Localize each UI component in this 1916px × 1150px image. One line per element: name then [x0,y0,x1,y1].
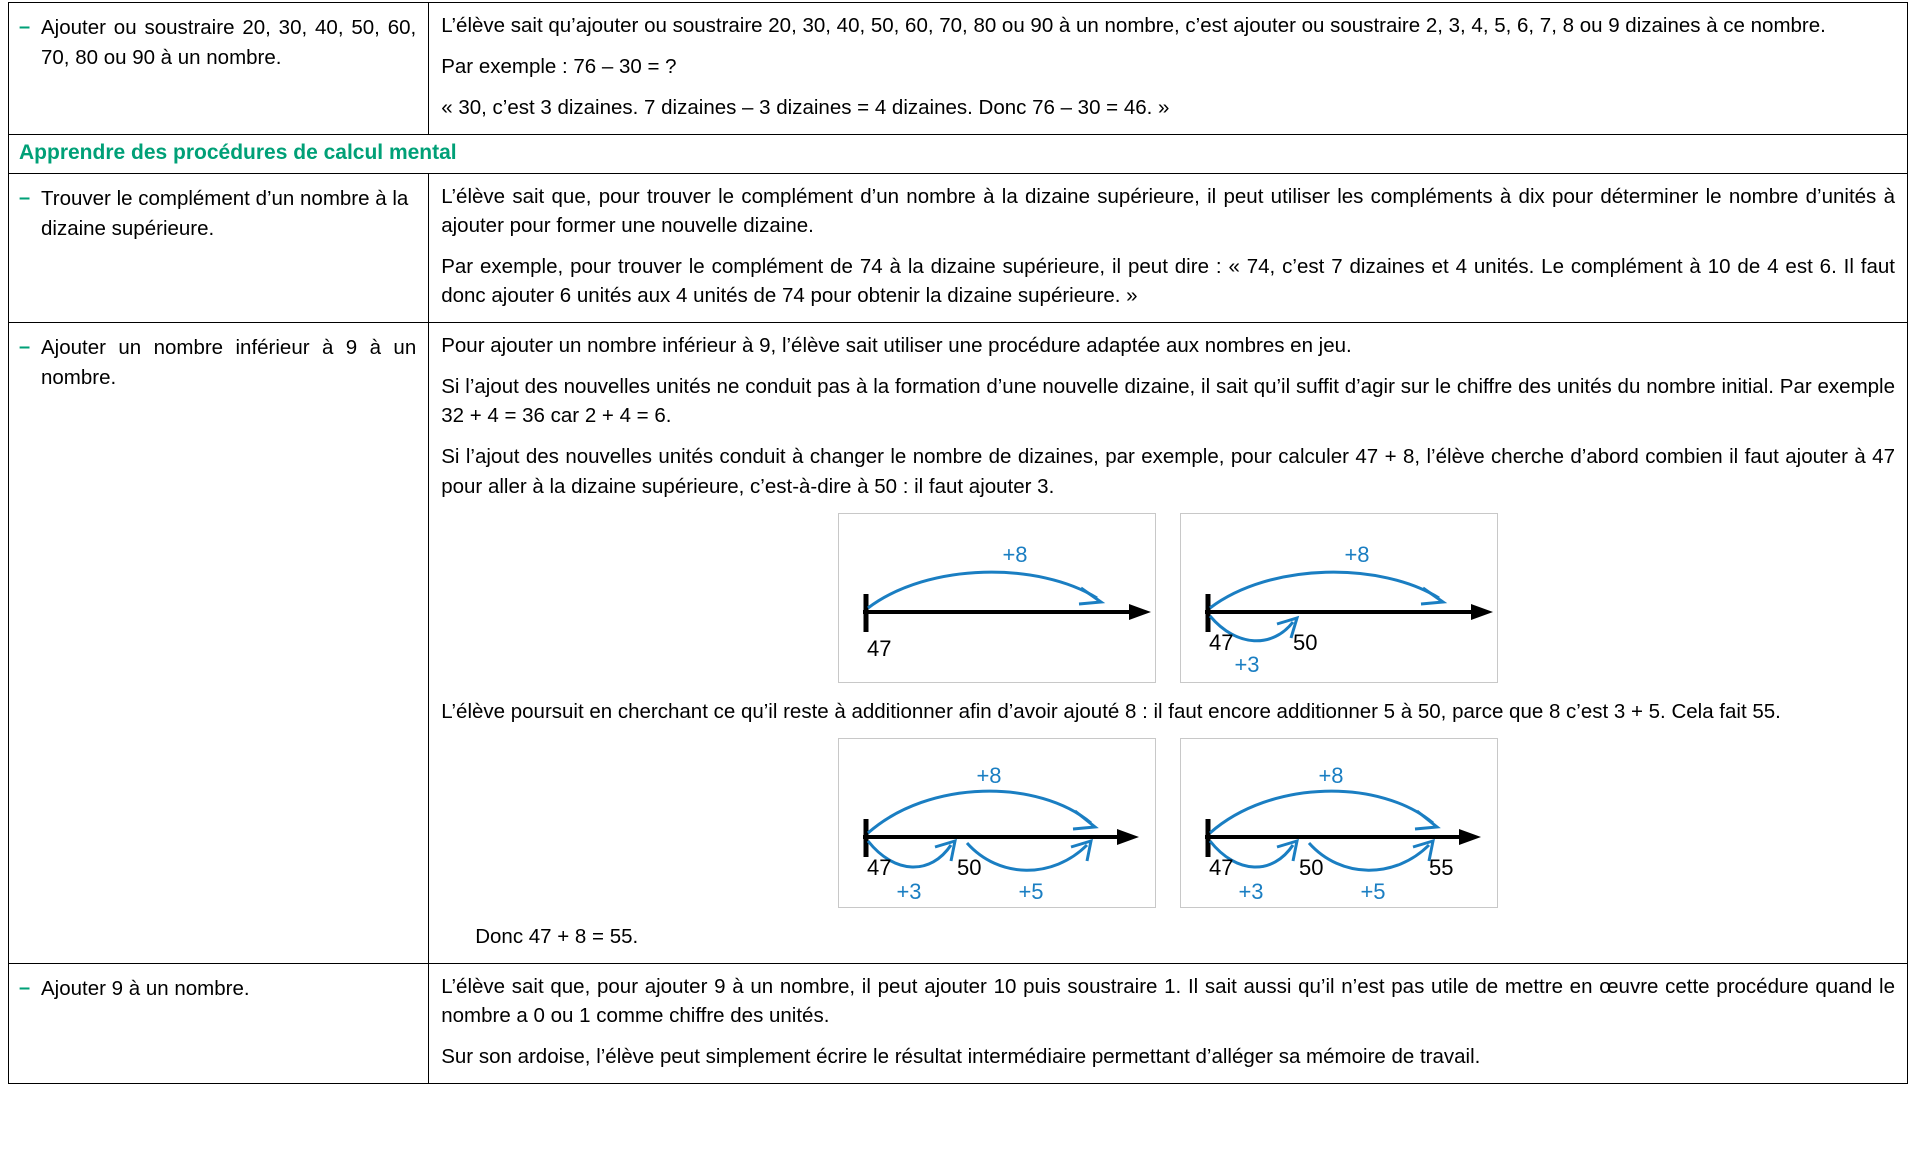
objective-cell [9,173,429,322]
tick-label-50: 50 [957,854,982,880]
axis-arrowhead-icon [1129,604,1151,620]
dash-bullet-icon: – [19,336,31,359]
number-line-svg-3 [839,739,1155,907]
figure-number-line-1 [838,513,1156,683]
arc-label-plus8: +8 [1318,762,1344,788]
figure-number-line-2 [1180,513,1498,683]
description-paragraph: Si l’ajout des nouvelles unités ne conduit pas à la formation d’une nouvelle dizaine, il sait qu’il suffit d’agir sur le chiffre des unités du nombre initial. Par exemple 32 + 4 = 36 car 2 + 4 = 6. [441,375,1895,428]
objective-item [15,184,420,245]
dash-bullet-icon: – [19,976,31,999]
arc-label-plus5: +5 [1360,878,1386,904]
figure-group-1 [441,513,1895,683]
objective-label: Trouver le complément d’un nombre à la dizaine supérieure. [41,186,409,240]
description-paragraph: L’élève sait qu’ajouter ou soustraire 20, 30, 40, 50, 60, 70, 80 ou 90 à un nombre, c’est ajouter ou soustraire 2, 3, 4, 5, 6, 7, 8 ou 9 dizaines à ce nombre. [441,14,1826,37]
arc-label-plus5: +5 [1018,878,1044,904]
arc-label-plus3: +3 [1234,651,1260,677]
arc-plus8 [868,791,1091,833]
arc-plus8 [868,572,1097,608]
section-header-cell [9,135,1908,173]
description-cell [429,323,1908,964]
tick-label-50: 50 [1293,629,1318,655]
description-paragraph: Pour ajouter un nombre inférieur à 9, l’élève sait utiliser une procédure adaptée aux nombres en jeu. [441,334,1352,358]
number-line-svg-1 [839,514,1155,682]
objective-label: Ajouter un nombre inférieur à 9 à un nombre. [41,336,417,390]
arc-plus8-arrowhead-icon [1073,811,1095,829]
section-title: Apprendre des procédures de calcul mental [19,141,457,165]
arc-label-plus3: +3 [1238,878,1264,904]
arc-label-plus8: +8 [1002,541,1028,567]
arc-label-plus3: +3 [896,878,922,904]
objective-cell [9,323,429,964]
number-line-svg-4 [1181,739,1497,907]
description-paragraph: Donc 47 + 8 = 55. [475,924,639,948]
tick-label-47: 47 [1209,854,1234,880]
number-line-svg-2 [1181,514,1497,682]
arc-plus8-arrowhead-icon [1079,588,1101,604]
objective-item [15,333,420,394]
tick-label-55: 55 [1429,854,1454,880]
tick-label-47: 47 [867,854,892,880]
description-paragraph: Par exemple : 76 – 30 = ? [441,55,677,79]
table-row-section-header [9,135,1908,173]
figure-number-line-3 [838,738,1156,908]
description-cell [429,173,1908,322]
dash-bullet-icon: – [19,16,31,38]
arc-plus5 [1309,843,1429,870]
arc-label-plus8: +8 [1344,541,1370,567]
objective-label: Ajouter 9 à un nombre. [41,976,250,1000]
table-row-with-figures [9,323,1908,964]
figure-group-2 [441,738,1895,908]
arc-label-plus8: +8 [976,762,1002,788]
figure-number-line-4 [1180,738,1498,908]
description-paragraph: Par exemple, pour trouver le complément de 74 à la dizaine supérieure, il peut dire : « 74, c’est 7 dizaines et 4 unités. Le complément à 10 de 4 est 6. Il faut donc ajouter 6 unités aux 4 unités de 74 pour obtenir la dizaine supérieure. » [441,254,1895,307]
objective-label: Ajouter ou soustraire 20, 30, 40, 50, 60, 70, 80 ou 90 à un nombre. [41,16,417,70]
description-paragraph: L’élève sait que, pour ajouter 9 à un nombre, il peut ajouter 10 puis soustraire 1. Il sait aussi qu’il n’est pas utile de mettre en œuvre cette procédure quand le nombre a 0 ou 1 comme chiffre des unités. [441,974,1895,1027]
description-cell [429,963,1908,1083]
objective-cell [9,3,429,135]
arc-plus8 [1210,791,1433,833]
tick-label-47: 47 [1209,629,1234,655]
axis-arrowhead-icon [1459,829,1481,845]
arc-plus8-arrowhead-icon [1421,588,1443,604]
description-paragraph: L’élève poursuit en cherchant ce qu’il reste à additionner afin d’avoir ajouté 8 : il faut encore additionner 5 à 50, parce que 8 c’est 3 + 5. Cela fait 55. [441,699,1781,723]
document-page [0,2,1916,1150]
arc-plus8-arrowhead-icon [1415,811,1437,829]
table-row [9,3,1908,135]
table-row [9,173,1908,322]
objective-item [15,974,420,1004]
curriculum-table [8,2,1908,1084]
dash-bullet-icon: – [19,186,31,209]
arc-plus5 [967,843,1087,870]
description-paragraph: Sur son ardoise, l’élève peut simplement écrire le résultat intermédiaire permettant d’alléger sa mémoire de travail. [441,1045,1481,1069]
description-paragraph: L’élève sait que, pour trouver le complément d’un nombre à la dizaine supérieure, il peut utiliser les compléments à dix pour déterminer le nombre d’unités à ajouter pour former une nouvelle dizaine. [441,184,1895,237]
tick-label-47: 47 [867,635,892,661]
axis-arrowhead-icon [1471,604,1493,620]
arc-plus8 [1210,572,1439,608]
axis-arrowhead-icon [1117,829,1139,845]
objective-item [15,13,420,74]
description-paragraph: Si l’ajout des nouvelles unités conduit à changer le nombre de dizaines, par exemple, pour calculer 47 + 8, l’élève cherche d’abord combien il faut ajouter à 47 pour aller à la dizaine supérieure, c’est-à-dire à 50 : il faut ajouter 3. [441,445,1895,498]
description-cell [429,3,1908,135]
table-row [9,963,1908,1083]
objective-cell [9,963,429,1083]
description-paragraph: « 30, c’est 3 dizaines. 7 dizaines – 3 dizaines = 4 dizaines. Donc 76 – 30 = 46. » [441,96,1170,120]
tick-label-50: 50 [1299,854,1324,880]
